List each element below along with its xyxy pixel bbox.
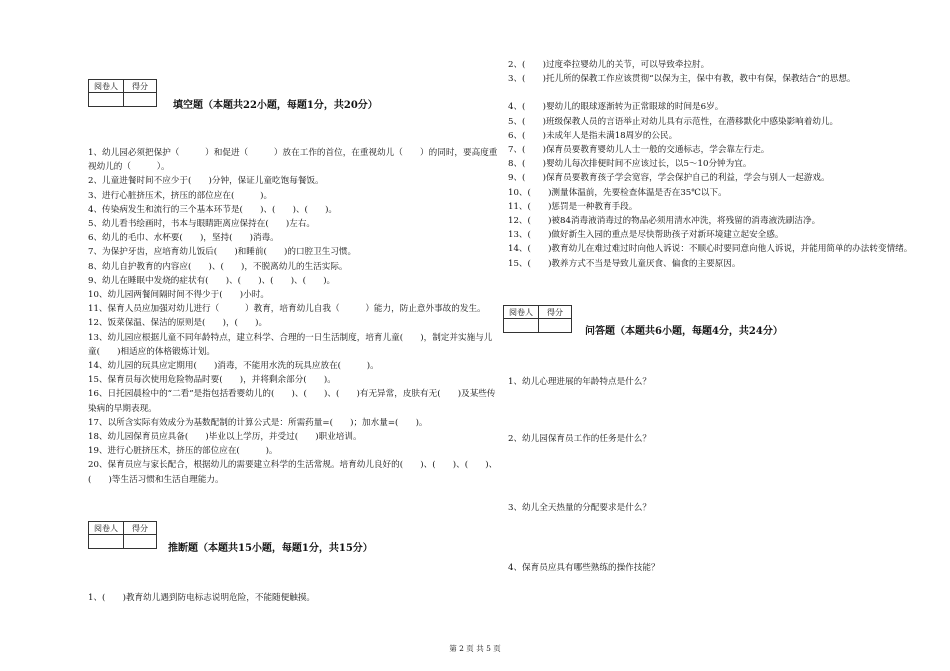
reviewer-label: 阅卷人 bbox=[89, 80, 124, 93]
judge-question-13: 13、( )做好新生入园的重点是尽快帮助孩子对新环境建立起安全感。 bbox=[508, 230, 784, 241]
fill-question-2: 2、儿童进餐时间不应少于( )分钟，保证儿童吃饱每餐饭。 bbox=[88, 176, 324, 187]
fill-question-1: 1、幼儿园必须把保护（ ）和促进（ ）放在工作的首位，在重视幼儿（ ）的同时，要高度重视幼儿的（ ）。 bbox=[88, 148, 498, 173]
fill-question-5: 5、幼儿看书绘画时，书本与眼睛距离应保持在( )左右。 bbox=[88, 219, 316, 230]
fill-question-17: 17、以所含实际有效成分为基数配制的计算公式是：所需药量=( )；加水量=( )。 bbox=[88, 417, 428, 428]
judge-question-1: 1、( )教育幼儿遇到防电标志说明危险，不能随便触摸。 bbox=[88, 593, 316, 603]
judge-question-3: 3、( )托儿所的保教工作应该贯彻“以保为主，保中有教，教中有保，保教结合”的思想。 bbox=[508, 74, 856, 85]
reviewer-label: 阅卷人 bbox=[89, 522, 124, 535]
judge-question-11: 11、( )惩罚是一种教育手段。 bbox=[508, 201, 638, 212]
score-box-judge bbox=[88, 521, 157, 549]
judge-question-15: 15、( )教养方式不当是导致儿童厌食、偏食的主要原因。 bbox=[508, 258, 741, 269]
judge-question-10: 10、( )测量体温前，先要检查体温是否在35℃以下。 bbox=[508, 187, 727, 198]
fill-question-8: 8、幼儿自护教育的内容应( )、( )，不脱离幼儿的生活实际。 bbox=[88, 261, 348, 272]
score-label: 得分 bbox=[124, 522, 157, 535]
fill-question-16: 16、日托园晨检中的“二看”是指包括看婴幼儿的( )、( )、( )有无异常，皮肤有无( )及某些传染病的早期表现。 bbox=[88, 389, 496, 414]
qa-question-2: 2、幼儿园保育员工作的任务是什么？ bbox=[508, 434, 651, 444]
score-box-fill bbox=[88, 79, 157, 107]
fill-question-14: 14、幼儿园的玩具应定期用( )消毒，不能用水洗的玩具应放在( )。 bbox=[88, 361, 379, 372]
fill-question-7: 7、为保护牙齿，应培育幼儿饭后( )和睡前( )的口腔卫生习惯。 bbox=[88, 247, 357, 258]
fill-question-12: 12、饭菜保温、保洁的原则是( )，( )。 bbox=[88, 318, 268, 329]
fill-question-6: 6、幼儿的毛巾、水杯要( )，坚持( )消毒。 bbox=[88, 233, 279, 244]
score-cell bbox=[124, 93, 157, 107]
fill-question-19: 19、进行心脏挤压术，挤压的部位应在( )。 bbox=[88, 446, 278, 457]
fill-question-3: 3、进行心脏挤压术，挤压的部位应在( )。 bbox=[88, 190, 273, 201]
reviewer-cell bbox=[89, 535, 124, 549]
score-cell bbox=[539, 319, 572, 333]
fill-question-15: 15、保育员每次使用危险物品时要( )，并将剩余部分( )。 bbox=[88, 375, 336, 386]
fill-question-4: 4、传染病发生和流行的三个基本环节是( )、( )、( )。 bbox=[88, 204, 338, 215]
fill-section-title: 填空题（本题共22小题，每题1分，共20分） bbox=[173, 100, 378, 111]
page-footer: 第 2 页 共 5 页 bbox=[449, 644, 501, 653]
judge-question-14: 14、( )教育幼儿在难过难过时向他人诉说：不顺心时要同意向他人诉说，并能用简单的办法转变情绪。 bbox=[508, 244, 913, 255]
qa-section-title: 问答题（本题共6小题，每题4分，共24分） bbox=[585, 326, 783, 337]
judge-question-8: 8、( )婴幼儿每次排便时间不应该过长，以5～10分钟为宜。 bbox=[508, 159, 752, 170]
qa-question-3: 3、幼儿全天热量的分配要求是什么？ bbox=[508, 503, 651, 513]
qa-question-1: 1、幼儿心理进展的年龄特点是什么？ bbox=[508, 377, 651, 387]
reviewer-cell bbox=[89, 93, 124, 107]
reviewer-cell bbox=[504, 319, 539, 333]
judge-question-7: 7、( )保育员要教育婴幼儿人士一般的交通标志，学会靠左行走。 bbox=[508, 145, 770, 156]
fill-question-10: 10、幼儿园两餐间隔时间不得少于( )小时。 bbox=[88, 290, 269, 301]
judge-question-list-left bbox=[88, 591, 498, 605]
judge-question-12: 12、( )被84消毒液消毒过的物品必须用清水冲洗，将残留的消毒液洗刷洁净。 bbox=[508, 216, 821, 227]
judge-question-6: 6、( )未成年人是指未满18周岁的公民。 bbox=[508, 130, 678, 141]
judge-section-title: 推断题（本题共15小题，每题1分，共15分） bbox=[168, 543, 373, 554]
judge-question-4: 4、( )婴幼儿的眼球逐渐转为正常眼球的时间是6岁。 bbox=[508, 102, 724, 113]
judge-question-2: 2、( )过度牵拉婴幼儿的关节，可以导致牵拉肘。 bbox=[508, 60, 710, 70]
fill-question-9: 9、幼儿在睡眠中发烧的症状有( )、( )、( )、( )。 bbox=[88, 275, 336, 286]
judge-question-list-right bbox=[508, 58, 920, 271]
fill-question-13: 13、幼儿园应根据儿童不同年龄特点，建立科学、合理的一日生活制度，培育儿童( )，制定并实施与儿童( )相适应的体格锻炼计划。 bbox=[88, 332, 493, 357]
fill-question-20: 20、保育员应与家长配合，根据幼儿的需要建立科学的生活常规。培育幼儿良好的( )、( )、( )、( )等生活习惯和生活自理能力。 bbox=[88, 460, 498, 485]
score-cell bbox=[124, 535, 157, 549]
fill-question-11: 11、保育人员应加强对幼儿进行（ ）教育，培育幼儿自我（ ）能力，防止意外事故的发生。 bbox=[88, 304, 486, 315]
qa-question-4: 4、保育员应具有哪些熟练的操作技能？ bbox=[508, 563, 660, 573]
score-box-qa bbox=[503, 305, 572, 333]
score-label: 得分 bbox=[539, 306, 572, 319]
judge-question-5: 5、( )班级保教人员的言语举止对幼儿具有示范性，在潜移默化中感染影响着幼儿。 bbox=[508, 116, 839, 127]
fill-question-18: 18、幼儿园保育员应具备( )毕业以上学历，并受过( )职业培训。 bbox=[88, 432, 362, 443]
judge-question-9: 9、( )保育员要教育孩子学会宽容，学会保护自己的利益，学会与别人一起游戏。 bbox=[508, 173, 830, 184]
fill-question-list bbox=[88, 146, 498, 487]
reviewer-label: 阅卷人 bbox=[504, 306, 539, 319]
score-label: 得分 bbox=[124, 80, 157, 93]
